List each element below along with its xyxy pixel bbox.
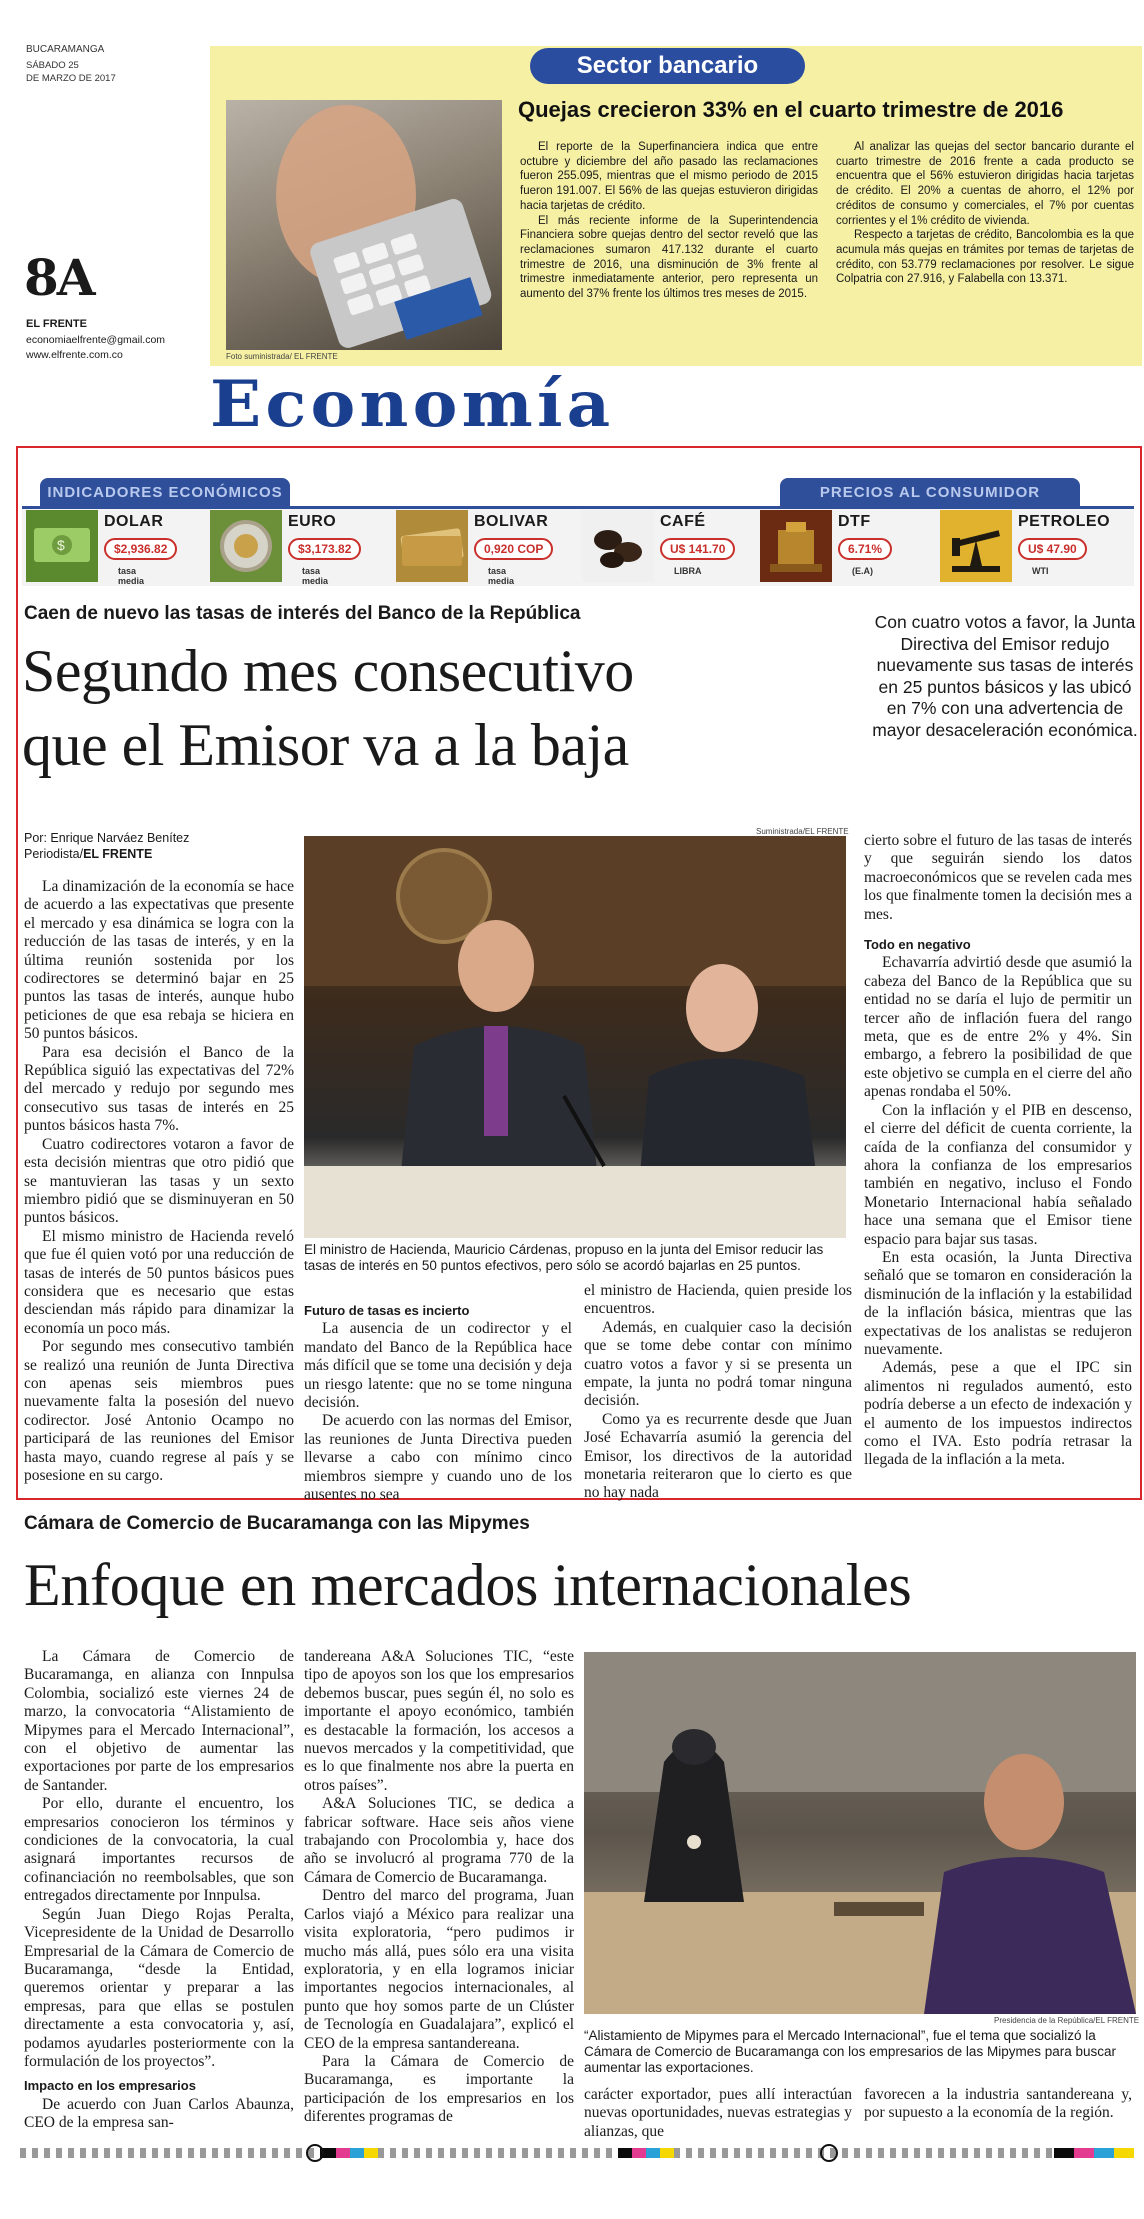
byline-author: Por: Enrique Narváez Benítez	[24, 831, 190, 845]
second-photo-caption: “Alistamiento de Mipymes para el Mercado Internacional”, fue el tema que socializó la Cámara de Comercio de Bucaramanga con los empresarios de las Mipymes para buscar aumentar las exportaciones.	[584, 2028, 1116, 2075]
main-photo-credit: Suministrada/EL FRENTE	[756, 827, 849, 836]
bolivar-bills-icon	[396, 510, 468, 582]
second-col4-text: favorecen a la industria santandereana y, por supuesto a la economía de la región.	[864, 2086, 1132, 2122]
indicator-name: CAFÉ	[660, 513, 706, 530]
indicator-name: DOLAR	[104, 513, 164, 530]
indicator-label: tasa media	[118, 566, 145, 586]
second-col-2	[304, 1648, 574, 2127]
banking-photo	[226, 100, 502, 350]
main-col-4	[864, 832, 1132, 1470]
main-headline	[22, 640, 862, 776]
indicator-value: $3,173.82	[288, 538, 361, 560]
main-col1-p3: Cuatro codirectores votaron a favor de esta decisión mientras que otro pidió que se mantuvieran las tasas y un sexto miembro pidió que se disminuyeran en 50 puntos básicos.	[24, 1135, 294, 1227]
byline-outlet: EL FRENTE	[83, 847, 153, 861]
second-col2-lead: tandereana A&A Soluciones TIC, “este tipo de apoyos son los que los empresarios debemos buscar, pues según él, no solo es importante el apoyo económico, también es destacable la formación, los accesos a nuevos mercados y la competitividad, que es lo que finalmente nos abre la puerta en otros países”.	[304, 1648, 574, 1794]
banking-col-2	[836, 140, 1134, 287]
main-col-3	[584, 1282, 852, 1503]
second-col1-p3: Según Juan Diego Rojas Peralta, Vicepresidente de la Unidad de Desarrollo Empresarial de la Cámara de Comercio de Bucaramanga, “desde la Entidad, queremos orientar y preparar a las empresas, para que ellas se postulen directamente a esta convocatoria y, así, podamos ayudarles posteriormente con la formulación de los proyectos”.	[24, 1905, 294, 2070]
indicator-label: WTI	[1032, 566, 1049, 576]
main-col3-p1: el ministro de Hacienda, quien preside los encuentros.	[584, 1282, 852, 1318]
svg-text:$: $	[57, 537, 65, 553]
second-photo	[584, 1652, 1136, 2014]
city-label: BUCARAMANGA	[26, 44, 105, 55]
date-line-2: DE MARZO DE 2017	[26, 73, 116, 84]
banking-headline: Quejas crecieron 33% en el cuarto trimestre de 2016	[518, 97, 1064, 122]
second-col1-end: De acuerdo con Juan Carlos Abaunza, CEO de la empresa san-	[24, 2095, 294, 2132]
indicator-label: tasa media	[302, 566, 329, 586]
section-title: Economía	[210, 367, 615, 442]
indicator-value: 0,920 COP	[474, 538, 553, 560]
main-col2-subhead: Futuro de tasas es incierto	[304, 1303, 470, 1318]
main-col4-p1: Echavarría advirtió desde que asumió la cabeza del Banco de la República que su entidad no se daría el lujo de permitir un tercer año de inflación fuera del rango meta, que es de entre 2% y 4%. Sin embargo, a febrero la posibilidad de que este objetivo se cumpla en el cierre del año apenas rondaba el 50%.	[864, 954, 1132, 1101]
second-col-3	[584, 2086, 852, 2141]
registration-mark-icon	[820, 2144, 838, 2162]
indicators-tab-label: INDICADORES ECONÓMICOS	[40, 478, 290, 508]
banking-col1-p2: El más reciente informe de la Superintendencia Financiera sobre quejas dentro del sector reveló que las reclamaciones sumaron 417.132 durante el cuarto trimestre de 2016, una disminución de 3% frente al trimestre inmediatamente anterior, pero representa un aumento del 37% frente los últimos tres meses de 2015.	[520, 214, 818, 301]
main-col4-lead: cierto sobre el futuro de las tasas de interés y que seguirán siendo los datos macroeconómicos que se revelen cada mes los que finalmente tomen la decisión mes a mes.	[864, 832, 1132, 923]
indicator-name: BOLIVAR	[474, 513, 549, 530]
second-headline: Enfoque en mercados internacionales	[24, 1552, 912, 1618]
main-col4-p3: En esta ocasión, la Junta Directiva señaló que se tomaron en consideración la disminución de la inflación y la estabilidad de la inflación básica, mientras que las expectativas de los analistas se redujeron nuevamente.	[864, 1248, 1132, 1358]
euro-coin-icon	[210, 510, 282, 582]
dollar-bills-icon	[26, 510, 98, 582]
byline	[24, 830, 189, 862]
registration-mark-icon	[306, 2144, 324, 2162]
consumer-tab-label: PRECIOS AL CONSUMIDOR	[780, 478, 1080, 508]
indicator-value: U$ 47.90	[1018, 538, 1087, 560]
banking-label: Sector bancario	[530, 48, 805, 84]
main-col1-p4: El mismo ministro de Hacienda reveló que fue él quien votó por una reducción de tasas de interés de 50 puntos básicos pues considera que es necesario que estas desciendan más rápido para dinamizar la economía un poco más.	[24, 1227, 294, 1337]
main-kicker: Caen de nuevo las tasas de interés del Banco de la República	[24, 603, 581, 624]
second-photo-credit: Presidencia de la República/EL FRENTE	[994, 2016, 1140, 2025]
second-kicker: Cámara de Comercio de Bucaramanga con las Mipymes	[24, 1513, 530, 1534]
second-col2-p2: Dentro del marco del programa, Juan Carlos viajó a México para realizar una visita exploratoria, “pero pudimos ir mucho más allá, pues sólo era una visita exploratoria, y en ella logramos iniciar importantes negocios internacionales, al punto que hoy somos parte de un Clúster de Tecnología en Guadalajara”, explicó el CEO de la empresa santandereana.	[304, 1887, 574, 2052]
main-col4-subhead: Todo en negativo	[864, 937, 971, 953]
outlet-label: EL FRENTE	[26, 318, 87, 330]
email-link[interactable]: economiaelfrente@gmail.com	[26, 334, 166, 346]
second-col-1	[24, 1648, 294, 2133]
main-summary: Con cuatro votos a favor, la Junta Directiva del Emisor redujo nuevamente sus tasas de interés en 25 puntos básicos y las ubicó en 7% con una advertencia de mayor desaceleración económica.	[872, 612, 1138, 740]
second-col2-p1: A&A Soluciones TIC, se dedica a fabricar software. Hace seis años viene trabajando con Procolombia y, hace dos año se involucró al programa 770 de la Cámara de Comercio de Bucaramanga.	[304, 1795, 574, 1886]
page-number: 8A	[24, 248, 94, 307]
indicator-value: 6.71%	[838, 538, 892, 560]
main-col1-p2: Para esa decisión el Banco de la República siguió las expectativas del 72% del mercado y redujo por segundo mes consecutivo sus tasas de interés en 25 puntos básicos hasta 7%.	[24, 1043, 294, 1135]
banking-col-1	[520, 140, 818, 302]
second-col1-subhead: Impacto en los empresarios	[24, 2078, 196, 2094]
byline-role: Periodista/	[24, 847, 84, 861]
main-col1-p5: Por segundo mes consecutivo también se realizó una reunión de Junta Directiva con apenas seis miembros pues nuevamente falta la posesión del nuevo codirector. José Antonio Ocampo no participará de las reuniones del Emisor hasta mayo, cuando regrese al país y se posesione en su cargo.	[24, 1338, 294, 1484]
second-col-4	[864, 2086, 1132, 2123]
second-col1-p1: La Cámara de Comercio de Bucaramanga, en alianza con Innpulsa Colombia, socializó este viernes 24 de marzo, la convocatoria “Alistamiento de Mipymes para el Mercado Internacional”, con el objetivo de aumentar las exportaciones por parte de los empresarios de Santander.	[24, 1648, 294, 1794]
banking-col2-p1: Al analizar las quejas del sector bancario durante el cuarto trimestre de 2016 frente a cada producto se encuentra que el 56% estuvieron dirigidas hacia tarjetas de crédito. El 20% a cuentas de ahorro, el 12% por créditos de consumo y comerciales, el 7% por cuentas corrientes y el 1% crédito de vivienda.	[836, 141, 1134, 227]
main-headline-line-2: que el Emisor va a la baja	[22, 712, 629, 778]
second-col2-p3: Para la Cámara de Comercio de Bucaramanga, es importante la participación de los empresarios en los diferentes programas de	[304, 2052, 574, 2126]
indicator-name: EURO	[288, 513, 337, 530]
main-col3-p3: Como ya es recurrente desde que Juan José Echavarría asumió la gerencia del Emisor, los directivos de la autoridad monetaria reiteraron que lo cierto es que no hay nada	[584, 1410, 852, 1502]
indicator-value: U$ 141.70	[660, 538, 735, 560]
date-line-1: SÁBADO 25	[26, 60, 79, 71]
indicator-name: PETROLEO	[1018, 513, 1111, 530]
main-col2-p1: La ausencia de un codirector y el mandato del Banco de la República hace más difícil que se tome una decisión y deja un riesgo latente: que no se tome ninguna decisión.	[304, 1320, 572, 1412]
indicator-label: LIBRA	[674, 566, 702, 576]
main-col4-p4: Además, pese a que el IPC sin alimentos ni regulados aumentó, esto podría deberse a un efecto de indexación y el aumento de los impuestos indirectos como el IVA. Esto podría retrasar la llegada de la inflación a la meta.	[864, 1359, 1132, 1469]
second-col3-text: carácter exportador, pues allí interactúan nuevas oportunidades, nuevas estrategias y alianzas, que	[584, 2086, 852, 2140]
card-terminal-illustration	[226, 100, 502, 350]
main-headline-line-1: Segundo mes consecutivo	[22, 638, 634, 704]
coffee-beans-icon	[582, 510, 654, 582]
second-col1-p2: Por ello, durante el encuentro, los empresarios conocieron los términos y condiciones de la convocatoria, la cual asignará importantes recursos de cofinanciación no reembolsables, que son entregados directamente por Innpulsa.	[24, 1795, 294, 1905]
banking-photo-credit: Foto suministrada/ EL FRENTE	[226, 352, 338, 361]
main-col2-p2: De acuerdo con las normas del Emisor, las reuniones de Junta Directiva pueden llevarse a cabo con mínimo cinco miembros siempre y cuando uno de los ausentes no sea	[304, 1412, 572, 1504]
oil-pump-icon	[940, 510, 1012, 582]
main-col3-p2: Además, en cualquier caso la decisión que se tome debe contar con mínimo cuatro votos a favor y si se presenta un empate, la junta no podrá tomar ninguna decisión.	[584, 1318, 852, 1410]
main-col-2	[304, 1296, 572, 1504]
main-photo-caption: El ministro de Hacienda, Mauricio Cárdenas, propuso en la junta del Emisor reducir las tasas de interés en 50 puntos efectivos, pero sólo se acordó bajarlas en 25 puntos.	[304, 1242, 824, 1273]
main-col-1	[24, 878, 294, 1485]
coin-stack-icon	[760, 510, 832, 582]
indicator-name: DTF	[838, 513, 871, 530]
indicator-label: (E.A)	[852, 566, 873, 576]
jewelry-workshop-illustration	[584, 1652, 1136, 2014]
main-photo	[304, 836, 846, 1238]
main-col4-p2: Con la inflación y el PIB en descenso, el cierre del déficit de cuenta corriente, la caída de la confianza del consumidor y ahora la confianza de los empresarios también en negativo, incluso el Fondo Monetario Internacional había señalado hace una semana que el Emisor tiene espacio para bajar sus tasas.	[864, 1101, 1132, 1248]
press-conference-illustration	[304, 836, 846, 1238]
indicator-value: $2,936.82	[104, 538, 177, 560]
website-link[interactable]: www.elfrente.com.co	[26, 349, 123, 361]
print-registration-bar	[20, 2148, 1136, 2160]
main-col1-p1: La dinamización de la economía se hace de acuerdo a las expectativas que presente el mercado y esa dinámica se logra con la reducción de las tasas de interés, y en la última reunión sostenida por los codirectores se determinó bajar en 25 puntos las tasas de interés, aunque hubo peticiones de que esa rebaja se hiciera en 50 puntos básicos.	[24, 878, 294, 1043]
indicator-label: tasa media	[488, 566, 515, 586]
banking-col2-p2: Respecto a tarjetas de crédito, Bancolombia es la que acumula más quejas en trámites por temas de tarjetas de crédito, con 53.779 reclamaciones por resolver. Le sigue Colpatria con 27.916, y Falabella con 13.371.	[836, 229, 1134, 286]
banking-col1-p1: El reporte de la Superfinanciera indica que entre octubre y diciembre del año pasado las reclamaciones fueron 255.095, mientras que el mismo periodo de 2015 fueron 191.007. El 56% de las quejas estuvieron dirigidas hacia tarjetas de crédito.	[520, 141, 818, 212]
